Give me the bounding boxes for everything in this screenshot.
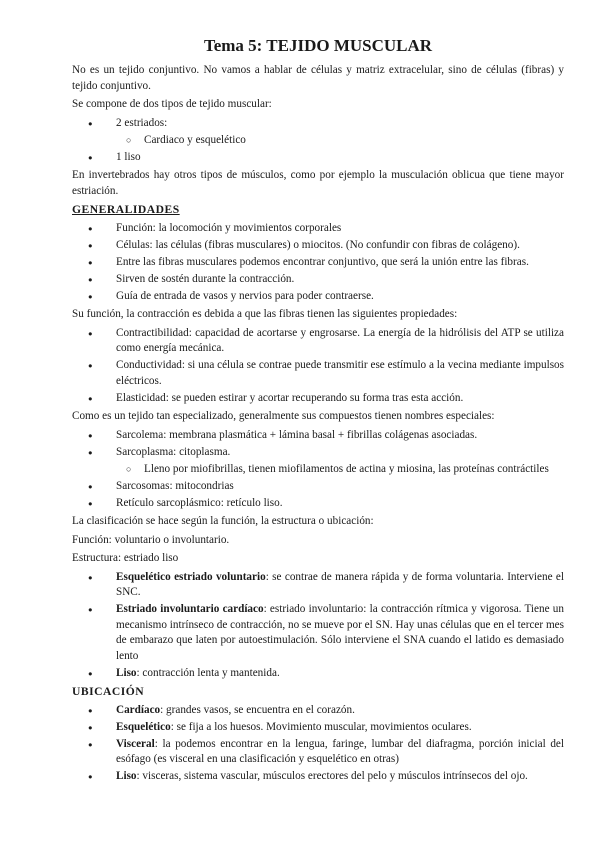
intro-paragraph: No es un tejido conjuntivo. No vamos a hablar de células y matriz extracelular, sino de células (fibras) y tejido conjuntivo. — [72, 64, 564, 92]
definition: : contracción lenta y mantenida. — [136, 666, 280, 679]
list-item — [72, 720, 564, 736]
list-item — [72, 570, 564, 601]
special-names-list — [72, 428, 564, 512]
list-item: ● 2 estriados: — [72, 116, 564, 132]
structure-line: Estructura: estriado liso — [72, 552, 179, 564]
section-heading-generalidades: GENERALIDADES — [72, 203, 180, 216]
page-title: Tema 5: TEJIDO MUSCULAR — [203, 36, 433, 55]
classification-paragraph: La clasificación se hace según la función, la estructura o ubicación: — [72, 515, 374, 527]
list-item: ● Función: la locomoción y movimientos corporales — [72, 221, 564, 237]
function-line: Función: voluntario o involuntario. — [72, 533, 230, 546]
list-item — [72, 737, 564, 768]
list-item: ● Guía de entrada de vasos y nervios para poder contraerse. — [72, 289, 564, 305]
list-item: ● Contractibilidad: capacidad de acortarse y engrosarse. La energía de la hidrólisis del ATP se utiliza como energía mecánica. — [72, 326, 564, 357]
definition: : visceras, sistema vascular, músculos erectores del pelo y músculos intrínsecos del ojo. — [136, 770, 528, 782]
list-item — [72, 666, 564, 682]
list-item: ● Entre las fibras musculares podemos encontrar conjuntivo, que será la unión entre las fibras. — [72, 255, 564, 271]
term: Esquelético estriado voluntario — [116, 570, 266, 583]
definition: : se fija a los huesos. Movimiento muscular, movimientos oculares. — [170, 720, 472, 733]
list-subitem: ○ Lleno por miofibrillas, tienen miofilamentos de actina y miosina, las proteínas contráctiles — [72, 462, 564, 478]
list-item: ● Células: las células (fibras musculares) o miocitos. (No confundir con fibras de colágeno). — [72, 238, 564, 254]
list-item: ● Sirven de sostén durante la contracción. — [72, 272, 564, 288]
types-intro: Se compone de dos tipos de tejido muscular: — [72, 98, 272, 110]
list-item: ● Sarcolema: membrana plasmática + lámina basal + fibrillas colágenas asociadas. — [72, 428, 564, 444]
list-item: ● Retículo sarcoplásmico: retículo liso. — [72, 496, 564, 512]
invertebrates-paragraph: En invertebrados hay otros tipos de músculos, como por ejemplo la musculación oblicua que tiene mayor estriación. — [72, 169, 564, 197]
section-heading-ubicacion: UBICACIÓN — [72, 685, 145, 698]
definition: : grandes vasos, se encuentra en el corazón. — [160, 703, 355, 716]
list-item: ● Sarcosomas: mitocondrias — [72, 479, 564, 495]
ubicacion-list — [72, 703, 564, 785]
list-item — [72, 703, 564, 719]
term: Liso — [116, 666, 137, 679]
special-names-paragraph: Como es un tejido tan especializado, generalmente sus compuestos tienen nombres especiales: — [72, 410, 495, 422]
definition: : estriado involuntario: la contracción rítmica y vigorosa. Tiene un mecanismo intrínseco de contracción, no se mueve por el SN. Hay unas células que en el tercer mes de embarazo que laten por autoestimulación. Sólo interviene el SNA cuando el latido es demasiado lento — [116, 603, 564, 662]
list-item: ● Sarcoplasma: citoplasma. — [72, 445, 564, 461]
term: Liso — [116, 770, 137, 782]
list-item: ● Conductividad: si una célula se contrae puede transmitir ese estímulo a la vecina mediante impulsos eléctricos. — [72, 358, 564, 389]
generalidades-list — [72, 221, 564, 305]
list-item — [72, 769, 564, 785]
term: Esquelético — [116, 720, 171, 733]
properties-list — [72, 326, 564, 407]
term: Visceral — [116, 737, 155, 750]
list-item: ● 1 liso — [72, 150, 564, 166]
list-item: ● Elasticidad: se pueden estirar y acortar recuperando su forma tras esta acción. — [72, 391, 564, 407]
muscle-types-list — [72, 570, 564, 682]
list-subitem: ○ Cardiaco y esquelético — [72, 133, 564, 149]
term: Cardíaco — [116, 703, 161, 716]
definition: : la podemos encontrar en la lengua, faringe, lumbar del diafragma, porción inicial del esófago (es visceral en una clasificación y esquelético en otras) — [116, 737, 564, 765]
term: Estriado involuntario cardíaco — [116, 603, 264, 615]
tissue-types-list — [72, 116, 564, 166]
definition: : se contrae de manera rápida y de forma voluntaria. Interviene el SNC. — [116, 570, 565, 598]
list-item — [72, 602, 564, 664]
function-paragraph: Su función, la contracción es debida a que las fibras tienen las siguientes propiedades: — [72, 308, 458, 320]
